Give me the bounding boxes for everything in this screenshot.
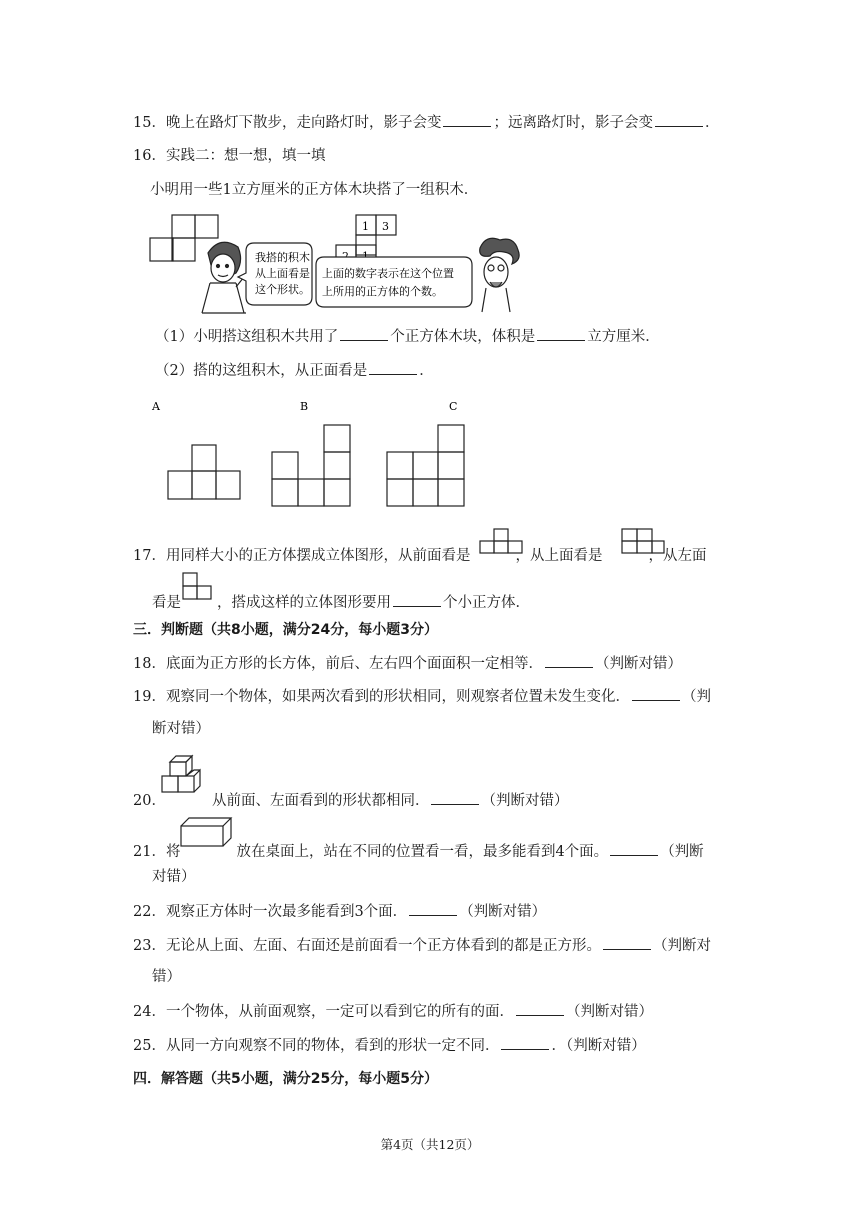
question-21	[133, 836, 704, 862]
question-19	[133, 686, 711, 707]
question-16-part1	[155, 326, 660, 347]
bubble-left-line: 从上面看是	[255, 267, 310, 280]
question-21-cont: 对错）	[152, 869, 196, 885]
question-18	[133, 653, 682, 674]
question-19-cont: 断对错）	[152, 721, 210, 737]
answer-blank[interactable]	[369, 360, 417, 375]
question-title: 实践二：想一想，填一填	[165, 148, 326, 164]
answer-blank[interactable]	[537, 326, 585, 341]
option-a-figure	[168, 445, 240, 499]
question-text: ．	[704, 115, 720, 131]
question-text: 放在桌面上，站在不同的位置看一看，最多能看到4个面。	[236, 844, 609, 860]
bubble-right-line: 上面的数字表示在这个位置	[322, 267, 454, 280]
question-24	[133, 1001, 653, 1022]
answer-blank[interactable]	[501, 1035, 549, 1050]
question-text: 看是	[152, 595, 181, 611]
left-view-shape	[182, 572, 214, 602]
bubble-right-line: 上所用的正方体的个数。	[322, 285, 443, 298]
grid-number: 3	[382, 220, 389, 233]
grid-number: 1	[362, 220, 369, 233]
question-text: ，搭成这样的立体图形要用	[217, 595, 391, 611]
front-view-shape	[480, 528, 526, 556]
question-text: （2）搭的这组积木，从正面看是	[155, 363, 368, 379]
professor-figure	[472, 238, 522, 313]
blocks-illustration	[150, 213, 470, 313]
question-text: ，从左面	[648, 548, 707, 564]
section-heading: 四．解答题（共5小题，满分25分，每小题5分）	[133, 1071, 438, 1087]
question-text: 将	[165, 844, 181, 860]
question-text: 晚上在路灯下散步，走向路灯时，影子会变	[165, 115, 442, 131]
question-20	[133, 785, 568, 811]
question-23	[133, 935, 711, 956]
answer-blank[interactable]	[545, 653, 593, 668]
bubble-left-line: 这个形状。	[255, 283, 310, 296]
options-figures	[150, 398, 480, 513]
question-23-cont: 错）	[152, 969, 181, 985]
answer-blank[interactable]	[431, 790, 479, 805]
question-25	[133, 1035, 646, 1056]
question-16-part2	[155, 360, 434, 381]
question-15	[133, 112, 719, 133]
question-text: ；远离路灯时，影子会变	[493, 115, 653, 131]
question-text: （判断对错）	[594, 656, 682, 672]
question-text: （判断对错）	[459, 904, 547, 920]
question-number: 19．	[133, 689, 166, 705]
question-text: 立方厘米．	[587, 329, 660, 345]
top-view-shape	[621, 528, 667, 556]
question-number: 17．	[133, 548, 166, 564]
answer-blank[interactable]	[516, 1001, 564, 1016]
question-text: （判断对	[652, 938, 711, 954]
question-text: （判断	[660, 844, 704, 860]
speech-bubble-right	[316, 257, 472, 307]
answer-blank[interactable]	[655, 112, 703, 127]
question-text: 一个物体，从前面观察，一定可以看到它的所有的面．	[165, 1004, 514, 1020]
answer-blank[interactable]	[393, 592, 441, 607]
question-number: 16．	[133, 148, 166, 164]
question-number: 24．	[133, 1004, 166, 1020]
answer-blank[interactable]	[409, 901, 457, 916]
page-footer: 第4页（共12页）	[380, 1137, 480, 1152]
question-text: 底面为正方形的长方体，前后、左右四个面面积一定相等．	[165, 656, 543, 672]
speech-bubble-left	[238, 243, 312, 305]
option-label: A	[152, 400, 160, 413]
question-number: 25．	[133, 1038, 166, 1054]
question-text: ．（判断对错）	[551, 1038, 646, 1054]
question-text: 观察正方体时一次最多能看到3个面．	[165, 904, 408, 920]
option-label: C	[449, 400, 458, 413]
question-text: （1）小明搭这组积木共用了	[155, 329, 339, 345]
question-16	[133, 146, 325, 166]
question-22	[133, 901, 546, 922]
question-number: 22．	[133, 904, 166, 920]
answer-blank[interactable]	[610, 841, 658, 856]
question-text: 用同样大小的正方体摆成立体图形，从前面看是	[165, 548, 471, 564]
question-number: 18．	[133, 656, 166, 672]
question-text: 个正方体木块，体积是	[390, 329, 536, 345]
answer-blank[interactable]	[603, 935, 651, 950]
section-heading: 三．判断题（共8小题，满分24分，每小题3分）	[133, 622, 438, 638]
question-text: 从同一方向观察不同的物体，看到的形状一定不同．	[165, 1038, 500, 1054]
question-number: 21．	[133, 844, 166, 860]
question-text: 从前面、左面看到的形状都相同．	[211, 793, 430, 809]
question-text: （判断对错）	[565, 1004, 653, 1020]
question-number: 20．	[133, 793, 166, 809]
question-16-intro: 小明用一些1立方厘米的正方体木块搭了一组积木．	[150, 182, 479, 198]
question-text: ，从上面看是	[515, 548, 603, 564]
question-text: （判	[681, 689, 711, 705]
question-text: 无论从上面、左面、右面还是前面看一个正方体看到的都是正方形。	[165, 938, 601, 954]
bubble-left-line: 我搭的积木	[255, 251, 310, 264]
answer-blank[interactable]	[632, 686, 680, 701]
question-text: 观察同一个物体，如果两次看到的形状相同，则观察者位置未发生变化．	[165, 689, 630, 705]
question-text: 个小正方体．	[443, 595, 530, 611]
option-label: B	[300, 400, 309, 413]
answer-blank[interactable]	[443, 112, 491, 127]
question-text: （判断对错）	[481, 793, 569, 809]
question-number: 15．	[133, 115, 166, 131]
option-c-figure	[387, 425, 464, 506]
question-number: 23．	[133, 938, 166, 954]
option-b-figure	[272, 425, 350, 506]
answer-blank[interactable]	[340, 326, 388, 341]
question-text: ．	[419, 363, 434, 379]
